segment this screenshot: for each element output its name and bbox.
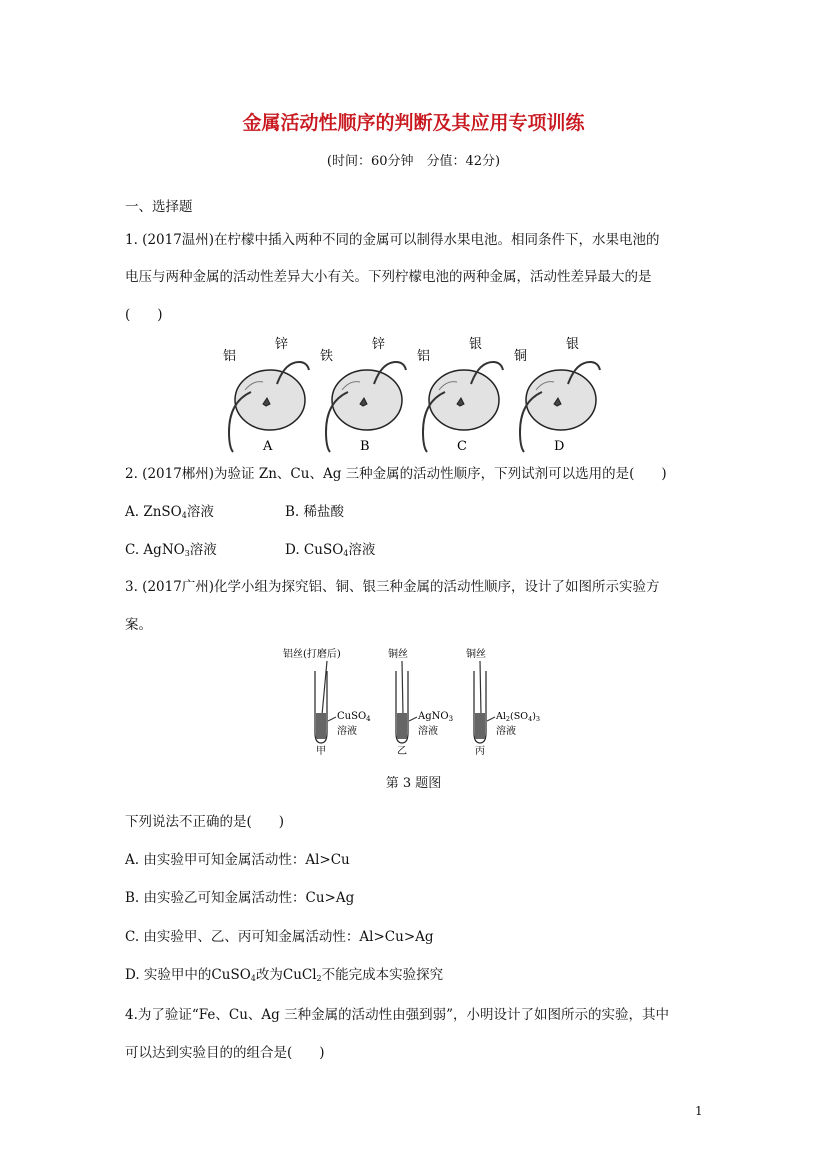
- lemon-battery-c: [417, 337, 503, 454]
- lemon: [235, 370, 305, 430]
- option-letter: B: [360, 439, 370, 454]
- solution-label: 溶液: [418, 726, 438, 737]
- q3-line2: 案。: [125, 617, 152, 633]
- tube-yi: [388, 647, 453, 757]
- option-letter: D: [554, 439, 565, 454]
- q3-option-b: B. 由实验乙可知金属活动性：Cu>Ag: [125, 890, 355, 906]
- q4-line2: 可以达到实验目的的组合是( ): [125, 1045, 325, 1061]
- tube-name: 丙: [475, 746, 485, 757]
- option-letter: A: [263, 439, 273, 454]
- option-letter: C: [457, 439, 467, 454]
- solution-formula: AgNO$_3$: [418, 711, 454, 723]
- wire-label: 铜丝: [466, 649, 486, 660]
- section-heading: 一、选择题: [125, 199, 193, 215]
- lemon: [526, 370, 596, 430]
- solution-formula: $Al_2(SO_4)_3$: [496, 711, 541, 723]
- q1-line3: ( ): [125, 307, 163, 323]
- q3-option-d: D. 实验甲中的CuSO$_4$改为CuCl$_2$不能完成本实验探究: [125, 967, 444, 983]
- page-number: 1: [695, 1104, 703, 1118]
- q3-option-a: A. 由实验甲可知金属活动性：Al>Cu: [125, 852, 350, 868]
- wire-label: 铜丝: [388, 649, 408, 660]
- metal-label-right: 锌: [275, 337, 289, 352]
- q1-line1: 1. (2017温州)在柠檬中插入两种不同的金属可以制得水果电池。相同条件下，水果电池的: [125, 232, 660, 248]
- q3-line1: 3. (2017广州)化学小组为探究铝、铜、银三种金属的活动性顺序，设计了如图所示实验方: [125, 579, 660, 595]
- wire-label: 铝丝(打磨后): [283, 649, 341, 660]
- q2-stem: 2. (2017郴州)为验证 Zn、Cu、Ag 三种金属的活动性顺序，下列试剂可以选用的是( ): [125, 466, 667, 482]
- lemon: [429, 370, 499, 430]
- tube-jia: [283, 647, 371, 757]
- metal-label-left: 铝: [417, 349, 431, 364]
- tube-bing: [466, 647, 540, 757]
- solution-formula: CuSO$_4$: [337, 711, 371, 723]
- q3-prompt: 下列说法不正确的是( ): [125, 814, 285, 830]
- tube-name: 甲: [316, 746, 326, 757]
- lemon: [332, 370, 402, 430]
- lemon-battery-a: [223, 336, 309, 454]
- q3-option-c: C. 由实验甲、乙、丙可知金属活动性：Al>Cu>Ag: [125, 929, 434, 945]
- metal-label-left: 铝: [223, 349, 237, 364]
- q2-option-b: B. 稀盐酸: [285, 504, 345, 520]
- q1-line2: 电压与两种金属的活动性差异大小有关。下列柠檬电池的两种金属，活动性差异最大的是: [125, 269, 652, 285]
- q2-option-d: D. CuSO$_4$溶液: [285, 542, 376, 558]
- metal-label-right: 银: [469, 337, 483, 352]
- test-tube-figure: [270, 643, 570, 758]
- metal-label-left: 铁: [320, 349, 334, 364]
- lemon-battery-figure: [215, 332, 615, 457]
- page-title: 金属活动性顺序的判断及其应用专项训练: [242, 112, 585, 134]
- lemon-battery-d: [514, 337, 600, 454]
- exam-meta: (时间：60分钟 分值：42分): [326, 154, 501, 169]
- metal-label-left: 铜: [514, 349, 528, 364]
- q4-line1: 4.为了验证“Fe、Cu、Ag 三种金属的活动性由强到弱”，小明设计了如图所示的实验，其中: [125, 1007, 670, 1023]
- q2-option-c: C. AgNO$_3$溶液: [125, 542, 217, 558]
- q2-option-a: A. ZnSO$_4$溶液: [125, 504, 214, 520]
- solution-label: 溶液: [496, 726, 516, 737]
- lemon-battery-b: [320, 336, 406, 454]
- tube-name: 乙: [397, 746, 407, 757]
- solution-label: 溶液: [337, 726, 357, 737]
- figure-caption: 第 3 题图: [385, 776, 442, 791]
- metal-label-right: 银: [566, 337, 580, 352]
- metal-label-right: 锌: [372, 337, 386, 352]
